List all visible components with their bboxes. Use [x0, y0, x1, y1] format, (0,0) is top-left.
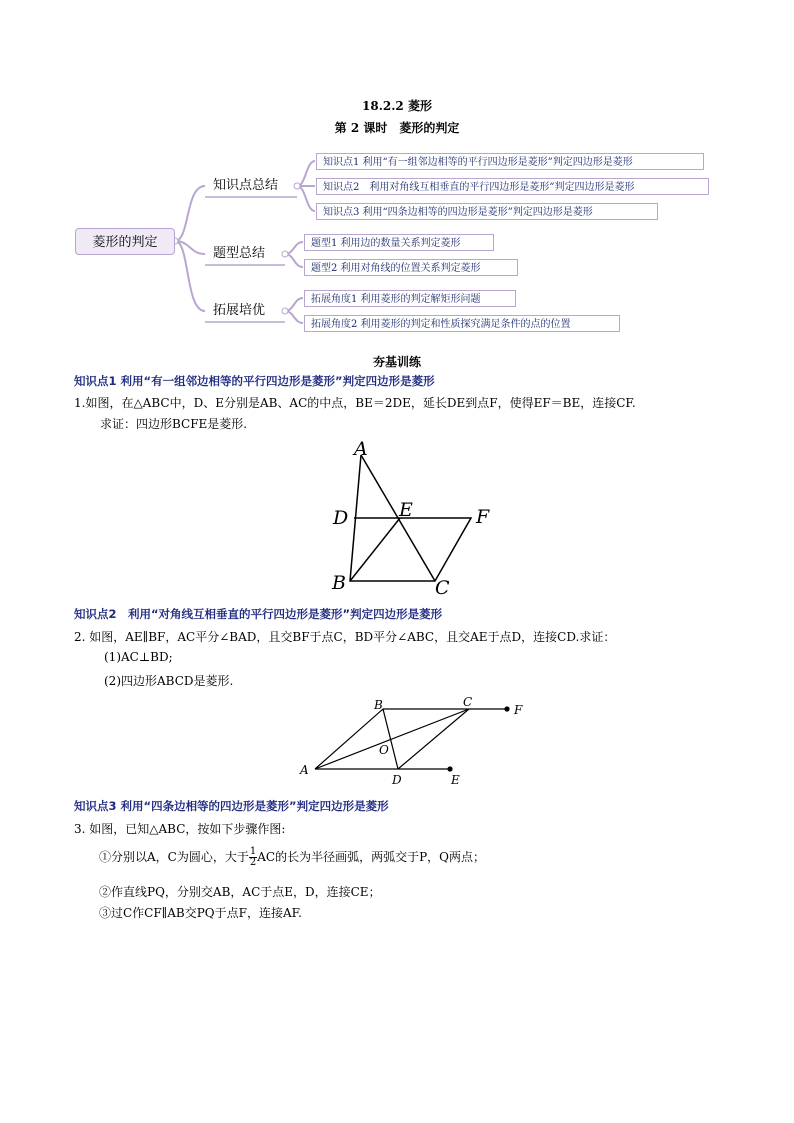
- mindmap-branch-question-types: 题型总结: [213, 246, 266, 261]
- mindmap-leaf-type-1: 题型1 利用边的数量关系判定菱形: [304, 234, 494, 251]
- question-2-part-1: (1)AC⊥BD;: [104, 650, 173, 664]
- fig2-label-e: E: [451, 773, 460, 787]
- question-3-step-2: ②作直线PQ，分别交AB，AC于点E，D，连接CE；: [99, 885, 381, 899]
- fig2-label-b: B: [374, 698, 383, 712]
- fraction-denominator: 2: [249, 857, 257, 868]
- question-2-part-2: (2)四边形ABCD是菱形.: [104, 674, 234, 688]
- section-1-heading: 知识点1 利用“有一组邻边相等的平行四边形是菱形”判定四边形是菱形: [74, 374, 435, 388]
- mindmap-root: 菱形的判定: [75, 228, 175, 255]
- fig1-label-b: B: [332, 572, 346, 594]
- figure-1: [325, 435, 505, 600]
- fig2-label-c: C: [463, 695, 473, 709]
- mindmap-leaf-extension-2: 拓展角度2 利用菱形的判定和性质探究满足条件的点的位置: [304, 315, 620, 332]
- mindmap-leaf-knowledge-2: 知识点2 利用对角线互相垂直的平行四边形是菱形”判定四边形是菱形: [316, 178, 709, 195]
- mindmap-leaf-knowledge-3: 知识点3 利用“四条边相等的四边形是菱形”判定四边形是菱形: [316, 203, 658, 220]
- page-title: 18.2.2 菱形: [362, 99, 432, 113]
- training-section-title: 夯基训练: [372, 355, 421, 369]
- fraction-one-half: [249, 847, 257, 868]
- question-3-step-1: [99, 847, 485, 868]
- section-3-heading: 知识点3 利用“四条边相等的四边形是菱形”判定四边形是菱形: [74, 799, 389, 813]
- mindmap-leaf-knowledge-1: 知识点1 利用“有一组邻边相等的平行四边形是菱形”判定四边形是菱形: [316, 153, 704, 170]
- question-3-text: 3. 如图，已知△ABC，按如下步骤作图:: [74, 822, 286, 836]
- fig2-label-d: D: [392, 773, 402, 787]
- fig1-label-f: F: [476, 506, 490, 528]
- fig1-label-a: A: [354, 438, 368, 460]
- question-1-prove: 求证：四边形BCFE是菱形.: [100, 417, 248, 431]
- fig2-label-o: O: [379, 743, 389, 757]
- section-2-heading: 知识点2 利用“对角线互相垂直的平行四边形是菱形”判定四边形是菱形: [74, 607, 443, 621]
- question-2-text: 2. 如图，AE∥BF，AC平分∠BAD，且交BF于点C，BD平分∠ABC，且交AE于点D，连接CD.求证：: [74, 630, 616, 644]
- fig1-label-e: E: [399, 499, 413, 521]
- fig1-label-c: C: [435, 577, 450, 599]
- figure-2: [295, 692, 535, 792]
- step-1-suffix: AC的长为半径画弧，两弧交于P，Q两点；: [257, 850, 485, 864]
- question-3-step-3: ③过C作CF∥AB交PQ于点F，连接AF.: [99, 906, 302, 920]
- fraction-numerator: 1: [249, 846, 257, 857]
- mindmap-leaf-extension-1: 拓展角度1 利用菱形的判定解矩形问题: [304, 290, 516, 307]
- fig2-label-f: F: [514, 703, 523, 717]
- question-1-text: 1.如图，在△ABC中，D、E分别是AB、AC的中点，BE＝2DE，延长DE到点F，使得EF＝BE，连接CF.: [74, 396, 636, 410]
- step-1-prefix: ①分别以A，C为圆心，大于: [99, 850, 249, 864]
- fig2-label-a: A: [300, 763, 309, 777]
- fig1-label-d: D: [333, 507, 349, 529]
- mindmap-branch-extension: 拓展培优: [213, 303, 266, 318]
- page-subtitle: 第 2 课时 菱形的判定: [334, 121, 460, 135]
- mindmap-leaf-type-2: 题型2 利用对角线的位置关系判定菱形: [304, 259, 518, 276]
- mindmap-branch-knowledge: 知识点总结: [213, 178, 279, 193]
